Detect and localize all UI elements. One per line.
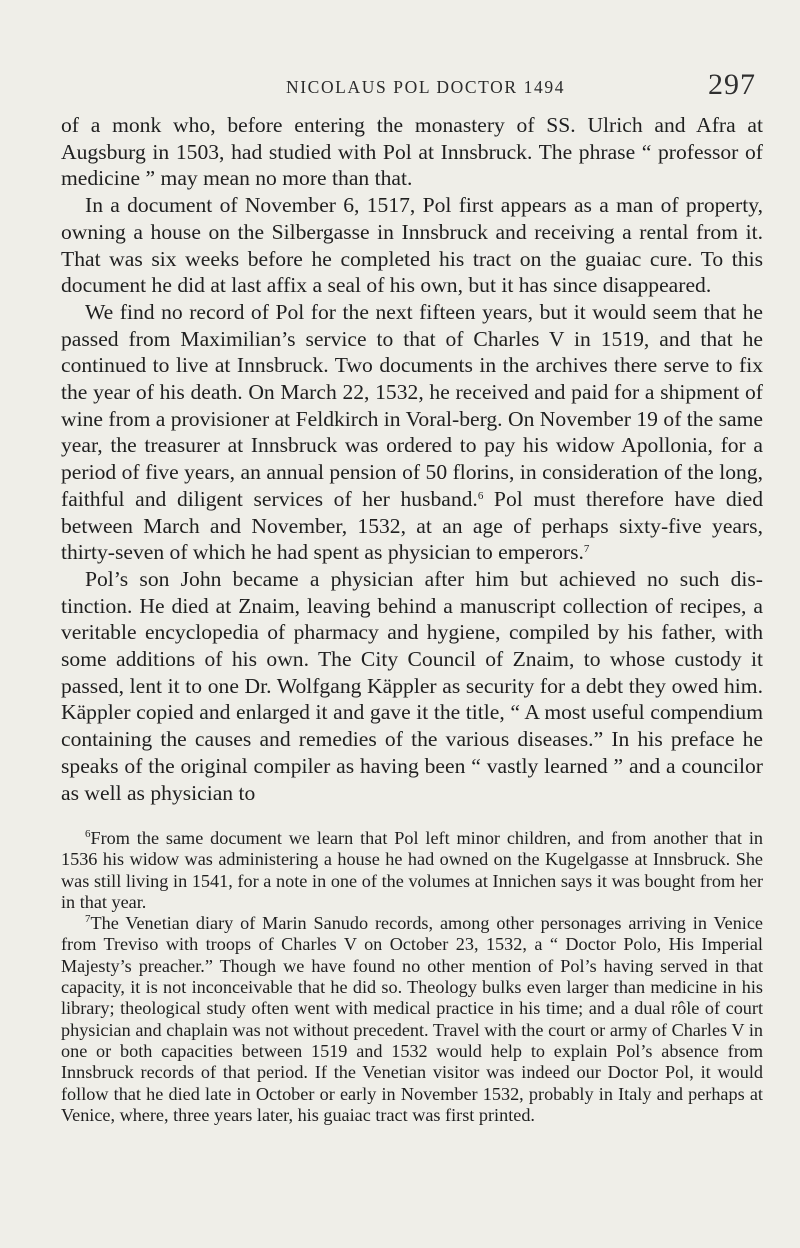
paragraph-continuation: of a monk who, before entering the monastery of SS. Ulrich and Afra at Augsburg in 1503, had studied with Pol at Innsbruck. The phrase “ professor of medicine ” may mean no more than that. [61, 113, 763, 191]
paragraph-son: Pol’s son John became a physician after him but achieved no such dis-tinction. He died at Znaim, leaving behind a manuscript collection of recipes, a veritable encyclopedia of pharmacy and hygiene, compiled by his father, with some additions of his own. The City Council of Znaim, to whose custody it passed, lent it to one Dr. Wolfgang Käppler as security for a debt they owed him. Käppler copied and enlarged it and gave it the title, “ A most useful compendium containing the causes and remedies of the various diseases.” In his preface he speaks of the original compiler as having been “ vastly learned ” and a councilor as well as physician to [61, 566, 763, 805]
page-header [286, 68, 756, 106]
paragraph-property: In a document of November 6, 1517, Pol first appears as a man of property, owning a house on the Silbergasse in Innsbruck and receiving a rental from it. That was six weeks before he completed his tract on the guaiac cure. To this document he did at last affix a seal of his own, but it has since disappeared. [61, 193, 763, 298]
running-head: NICOLAUS POL DOCTOR 1494 [286, 77, 566, 97]
paragraph-death [61, 299, 763, 566]
footnote-mark-7: 7 [85, 913, 91, 926]
footnotes [61, 828, 763, 1126]
body-text [61, 112, 763, 806]
footnote-7-text: The Venetian diary of Marin Sanudo records, among other personages arriving in Venice from Treviso with troops of Charles V on October 23, 1532, a “ Doctor Polo, His Imperial Majesty’s preacher.” Though we have found no other mention of Pol’s having served in that capacity, it is not inconceivable that he did so. Theology bulks even larger than medicine in his library; theological study often went with medical practice in his time; and a dual rôle of court physician and chaplain was not without precedent. Travel with the court or army of Charles V in one or both capacities between 1519 and 1532 would help to explain Pol’s absence from Innsbruck records of that period. If the Venetian visitor was indeed our Doctor Pol, it would follow that he died late in October or early in November 1532, probably in Italy and perhaps at Venice, where, three years later, his guaiac tract was first printed. [61, 913, 763, 1125]
footnote-6 [61, 828, 763, 913]
paragraph-death-part1: We find no record of Pol for the next fifteen years, but it would seem that he passed from Maximilian’s service to that of Charles V in 1519, and that he continued to live at Innsbruck. Two documents in the archives there serve to fix the year of his death. On March 22, 1532, he received and paid for a shipment of wine from a provisioner at Feldkirch in Voral-berg. On November 19 of the same year, the treasurer at Innsbruck was ordered to pay his widow Apollonia, for a period of five years, an annual pension of 50 florins, in consideration of the long, faithful and diligent services of her husband. [61, 299, 763, 511]
paragraph-death-part2: Pol must therefore have died between March and November, 1532, at an age of perhaps sixty-five years, thirty-seven of which he had spent as physician to emperors. [61, 486, 764, 565]
footnote-7 [61, 913, 763, 1126]
footnote-6-text: From the same document we learn that Pol left minor children, and from another that in 1536 his widow was administering a house he had owned on the Kugelgasse at Innsbruck. She was still living in 1541, for a note in one of the volumes at Innichen says it was bought from her in that year. [61, 828, 763, 912]
footnote-ref-7: 7 [583, 543, 590, 556]
footnote-ref-6: 6 [477, 489, 484, 502]
footnote-mark-6: 6 [85, 828, 91, 840]
page-number: 297 [708, 68, 756, 101]
